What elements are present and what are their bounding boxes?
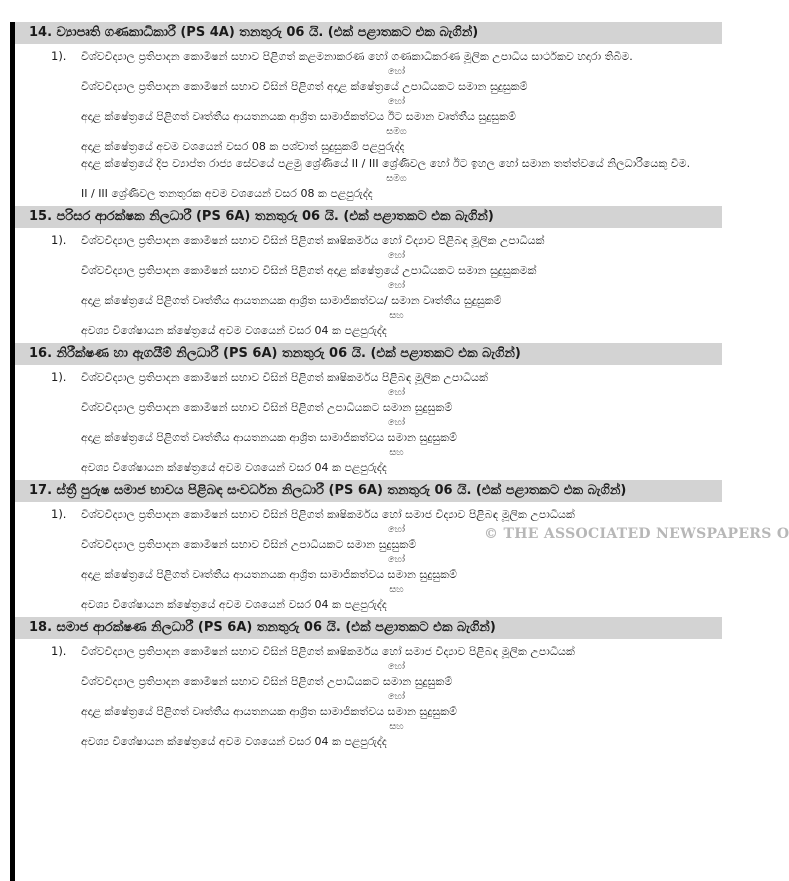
requirement-line: විශ්වවිද්‍යාල ප්‍රතිපාදන කොමිෂන් සභාව විසින් පිළිගත් උපාධියකට සමාන සුදුසුකම් (81, 675, 453, 688)
requirement-line: විශ්වවිද්‍යාල ප්‍රතිපාදන කොමිෂන් සභාව විසින් පිළිගත් උපාධියකට සමාන සුදුසුකම් (81, 401, 453, 414)
section-body (15, 48, 722, 206)
item-number: 1). (51, 233, 67, 247)
section-body (15, 232, 722, 343)
connector-word: හෝ (387, 66, 406, 77)
connector-word: සමග (386, 173, 407, 184)
connector-word: සහ (389, 310, 404, 321)
requirement-line: අවශ්‍ය විශේෂායන ක්ෂේත්‍රයේ අවම වශයෙන් වසර 04 ක පළපුරුද්ද (81, 598, 387, 611)
qualification-sections (15, 22, 722, 754)
connector-word: සහ (389, 447, 404, 458)
requirement-line: අවශ්‍ය විශේෂායන ක්ෂේත්‍රයේ අවම වශයෙන් වසර 04 ක පළපුරුද්ද (81, 461, 387, 474)
requirement-line: II / III ශ්‍රේණිවල තනතුරක අවම වශයෙන් වසර 08 ක පළපුරුද්ද (81, 187, 373, 200)
item-number: 1). (51, 644, 67, 658)
item-number: 1). (51, 49, 67, 63)
connector-word: හෝ (387, 661, 406, 672)
requirement-line: අදාළ ක්ෂේත්‍රයේ පිළිගත් වෘත්තීය ආයතනයක ආශ්‍රිත සාමාජිකත්වය සමාන සුදුසුකම් (81, 431, 457, 444)
connector-word: හෝ (387, 250, 406, 261)
connector-word: සහ (389, 721, 404, 732)
requirement-line: අදාළ ක්ෂේත්‍රයේ අවම වශයෙන් වසර 08 ක පශ්චාත් සුදුසුකම් පළපුරුද්ද (81, 140, 405, 153)
connector-word: හෝ (387, 417, 406, 428)
requirement-line: අදාළ ක්ෂේත්‍රයේ පිළිගත් වෘත්තීය ආයතනයක ආශ්‍රිත සාමාජිකත්වය සමාන සුදුසුකම් (81, 568, 457, 581)
item-number: 1). (51, 507, 67, 521)
section-heading: 17. ස්ත්‍රී පුරුෂ සමාජ භාවය පිළිබඳ සංවර්ධන නිලධාරී (PS 6A) තනතුරු 06 යි. (එක් පළාතකට එක බැගින්) (15, 480, 722, 502)
connector-word: හෝ (387, 387, 406, 398)
section-heading: 16. නිරීක්ෂණ හා ඇගයීම් නිලධාරී (PS 6A) තනතුරු 06 යි. (එක් පළාතකට එක බැගින්) (15, 343, 722, 365)
connector-word: සහ (389, 584, 404, 595)
document-page (10, 22, 722, 881)
connector-word: හෝ (387, 554, 406, 565)
requirement-line: විශ්වවිද්‍යාල ප්‍රතිපාදන කොමිෂන් සභාව පිළිගත් කළමනාකරණ හෝ ගණකාධිකරණ මූලික උපාධිය සාර්ථකව හදාරා තිබීම. (81, 50, 633, 63)
requirement-line: අදාළ ක්ෂේත්‍රයේ දිප ව්‍යාප්ත රාජ්‍ය සේවයේ පළමු ශ්‍රේණියේ II / III ශ්‍රේණිවල හෝ ඊට ඉහල හෝ සමාන තත්ත්වයේ නිලධාරියෙකු වීම. (81, 157, 691, 170)
watermark: © THE ASSOCIATED NEWSPAPERS O (484, 526, 789, 542)
section-heading: 18. සමාජ ආරක්ෂණ නිලධාරී (PS 6A) තනතුරු 06 යි. (එක් පළාතකට එක බැගින්) (15, 617, 722, 639)
post-section (15, 480, 722, 617)
requirement-line: විශ්වවිද්‍යාල ප්‍රතිපාදන කොමිෂන් සභාව විසින් පිළිගත් අදාළ ක්ෂේත්‍රයේ උපාධියකට සමාන සුදුසුකමක් (81, 264, 537, 277)
post-section (15, 343, 722, 480)
item-number: 1). (51, 370, 67, 384)
connector-word: හෝ (387, 96, 406, 107)
section-heading: 14. ව්‍යාපෘති ගණකාධිකාරී (PS 4A) තනතුරු 06 යි. (එක් පළාතකට එක බැගින්) (15, 22, 722, 44)
section-heading: 15. පරිසර ආරක්ෂක නිලධාරී (PS 6A) තනතුරු 06 යි. (එක් පළාතකට එක බැගින්) (15, 206, 722, 228)
requirement-line: අවශ්‍ය විශේෂායන ක්ෂේත්‍රයේ අවම වශයෙන් වසර 04 ක පළපුරුද්ද (81, 735, 387, 748)
requirement-line: විශ්වවිද්‍යාල ප්‍රතිපාදන කොමිෂන් සභාව විසින් පිළිගත් කෘෂිකර්මය හෝ සමාජ විද්‍යාව පිළිබඳ මූලික උපාධියක් (81, 508, 575, 521)
requirement-line: විශ්වවිද්‍යාල ප්‍රතිපාදන කොමිෂන් සභාව විසින් පිළිගත් අදාළ ක්ෂේත්‍රයේ උපාධියකට සමාන සුදුසුකම් (81, 80, 528, 93)
connector-word: සමග (386, 126, 407, 137)
requirement-line: විශ්වවිද්‍යාල ප්‍රතිපාදන කොමිෂන් සභාව විසින් උපාධියකට සමාන සුදුසුකම් (81, 538, 417, 551)
requirement-line: අදාළ ක්ෂේත්‍රයේ පිළිගත් වෘත්තීය ආයතනයක ආශ්‍රිත සාමාජිකත්වය සමාන සුදුසුකම් (81, 705, 457, 718)
section-body (15, 506, 722, 617)
requirement-line: අදාළ ක්ෂේත්‍රයේ පිළිගත් වෘත්තීය ආයතනයක ආශ්‍රිත සාමාජිකත්වය ඊට සමාන වෘත්තීය සුදුසුකම් (81, 110, 516, 123)
connector-word: හෝ (387, 524, 406, 535)
requirement-line: අදාළ ක්ෂේත්‍රයේ පිළිගත් වෘත්තීය ආයතනයක ආශ්‍රිත සාමාජිකත්වය/ සමාන වෘත්තීය සුදුසුකම් (81, 294, 502, 307)
requirement-line: විශ්වවිද්‍යාල ප්‍රතිපාදන කොමිෂන් සභාව විසින් පිළිගත් කෘෂිකර්මය හෝ සමාජ විද්‍යාව පිළිබඳ මූලික උපාධියක් (81, 645, 575, 658)
requirement-line: අවශ්‍ය විශේෂායන ක්ෂේත්‍රයේ අවම වශයෙන් වසර 04 ක පළපුරුද්ද (81, 324, 387, 337)
section-body (15, 643, 722, 754)
requirement-line: විශ්වවිද්‍යාල ප්‍රතිපාදන කොමිෂන් සභාව විසින් පිළිගත් කෘෂිකර්මය පිළිබඳ මූලික උපාධියක් (81, 371, 488, 384)
section-body (15, 369, 722, 480)
connector-word: හෝ (387, 280, 406, 291)
post-section (15, 22, 722, 206)
requirement-line: විශ්වවිද්‍යාල ප්‍රතිපාදන කොමිෂන් සභාව විසින් පිළිගත් කෘෂිකර්මය හෝ විද්‍යාව පිළිබඳ මූලික උපාධියක් (81, 234, 545, 247)
connector-word: හෝ (387, 691, 406, 702)
post-section (15, 617, 722, 754)
post-section (15, 206, 722, 343)
